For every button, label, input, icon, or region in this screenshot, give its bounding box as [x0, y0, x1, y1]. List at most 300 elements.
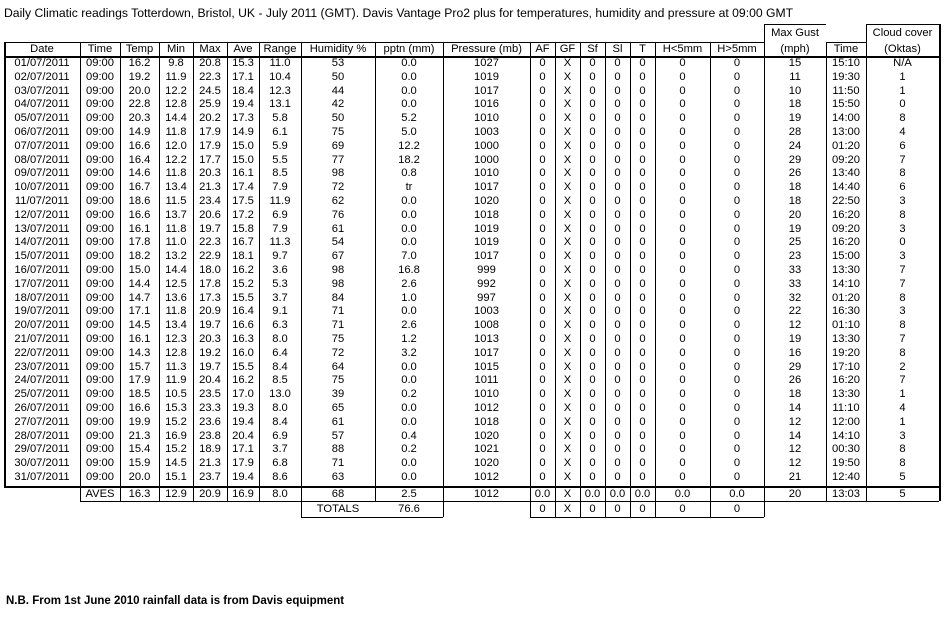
cell-gust-time: 13:30 — [832, 264, 860, 276]
cell-humidity: 53 — [331, 57, 345, 69]
cell-cloud-cover: 4 — [899, 126, 906, 138]
cell-pressure: 1017 — [474, 84, 499, 97]
cell-max-gust: 19 — [788, 333, 802, 345]
cell-temp: 16.7 — [128, 181, 151, 194]
cell-sf: 0 — [589, 167, 596, 180]
cell-humidity: 67 — [331, 250, 345, 263]
cell-sf: 0 — [589, 153, 596, 166]
cell-sl: 0 — [614, 112, 621, 125]
cell-h-gt5mm: 0 — [733, 457, 741, 470]
cell-range: 6.4 — [272, 346, 288, 359]
cell-pressure: 1013 — [474, 333, 499, 345]
cell-gf: X — [563, 57, 572, 69]
cell-gf: X — [563, 346, 572, 359]
cell-time: 09:00 — [86, 236, 114, 249]
cell-humidity: 42 — [331, 98, 345, 111]
cell-af: 0 — [539, 429, 546, 442]
cell-af: 0 — [539, 291, 546, 304]
cell-time: 09:00 — [86, 181, 114, 194]
cell-cloud-cover: 0 — [899, 98, 906, 111]
cell-max: 23.6 — [199, 415, 221, 428]
cell-max-gust: 18 — [788, 181, 802, 194]
cell-cloud-cover: 3 — [899, 195, 906, 207]
cell-gust-time: 01:10 — [832, 319, 860, 332]
aves-ave: 16.9 — [232, 487, 254, 500]
cell-gust-time: 00:30 — [832, 443, 860, 456]
cell-cloud-cover: 6 — [899, 181, 906, 194]
aves-label: AVES — [85, 487, 115, 500]
cell-range: 11.9 — [269, 195, 291, 207]
cell-time: 09:00 — [86, 139, 114, 152]
cell-time: 09:00 — [86, 153, 114, 166]
cell-t: 0 — [639, 236, 646, 249]
cell-max-gust: 29 — [788, 153, 802, 166]
cell-humidity: 77 — [331, 153, 345, 166]
cell-h-lt5mm: 0 — [679, 333, 686, 345]
cell-sf: 0 — [589, 415, 596, 428]
cell-range: 8.0 — [272, 402, 288, 414]
cell-t: 0 — [639, 139, 646, 152]
cell-sf: 0 — [589, 139, 596, 152]
header-date: Date — [30, 43, 54, 55]
cell-af: 0 — [539, 415, 546, 428]
cell-max: 22.3 — [199, 236, 221, 249]
cell-h-lt5mm: 0 — [679, 195, 686, 207]
cell-h-gt5mm: 0 — [733, 402, 741, 414]
cell-gf: X — [563, 84, 572, 97]
cell-t: 0 — [639, 112, 646, 125]
header-sf: Sf — [587, 43, 598, 55]
totals-af: 0 — [539, 502, 546, 515]
cell-h-lt5mm: 0 — [679, 305, 686, 318]
cell-time: 09:00 — [86, 167, 114, 180]
cell-sf: 0 — [589, 181, 596, 194]
cell-range: 3.6 — [272, 264, 288, 276]
cell-humidity: 75 — [331, 333, 345, 345]
cell-h-gt5mm: 0 — [733, 333, 741, 345]
cell-time: 09:00 — [86, 333, 114, 345]
cell-date: 10/07/2011 — [14, 181, 70, 194]
aves-af: 0.0 — [534, 487, 551, 500]
cell-pressure: 1000 — [474, 153, 499, 166]
aves-pressure: 1012 — [474, 487, 499, 500]
cell-humidity: 72 — [331, 181, 345, 194]
cell-gf: X — [563, 112, 572, 125]
cell-sl: 0 — [614, 139, 621, 152]
cell-h-lt5mm: 0 — [679, 471, 686, 483]
cell-max-gust: 19 — [788, 112, 802, 125]
cell-max: 24.5 — [199, 84, 221, 97]
cell-af: 0 — [539, 236, 546, 249]
cell-range: 11.0 — [269, 57, 291, 69]
cell-date: 31/07/2011 — [14, 471, 70, 483]
cell-t: 0 — [639, 70, 646, 83]
cell-ave: 17.5 — [232, 195, 254, 207]
cell-temp: 15.0 — [128, 264, 151, 276]
cell-max: 17.7 — [199, 153, 221, 166]
cell-t: 0 — [639, 305, 646, 318]
cell-h-lt5mm: 0 — [679, 360, 686, 373]
cell-h-lt5mm: 0 — [679, 346, 686, 359]
cell-gust-time: 16:20 — [832, 236, 860, 249]
aves-temp: 16.3 — [128, 487, 151, 500]
cell-cloud-cover: 3 — [899, 250, 906, 263]
cell-temp: 16.4 — [128, 153, 151, 166]
cell-range: 6.9 — [272, 208, 288, 221]
cell-h-lt5mm: 0 — [679, 70, 686, 83]
cell-sl: 0 — [614, 126, 621, 138]
cell-sf: 0 — [589, 222, 596, 235]
cell-cloud-cover: 4 — [899, 402, 906, 414]
cell-sl: 0 — [614, 360, 621, 373]
cell-min: 11.8 — [165, 222, 187, 235]
cell-humidity: 61 — [331, 222, 345, 235]
cell-gust-time: 14:10 — [832, 429, 860, 442]
cell-gust-time: 16:30 — [832, 305, 860, 318]
cell-temp: 14.3 — [128, 346, 151, 359]
cell-min: 13.2 — [165, 250, 187, 263]
cell-sf: 0 — [589, 319, 596, 332]
cell-time: 09:00 — [86, 443, 114, 456]
cell-h-gt5mm: 0 — [733, 471, 741, 483]
cell-pressure: 1020 — [474, 429, 499, 442]
cell-af: 0 — [539, 388, 546, 401]
cell-sl: 0 — [614, 70, 621, 83]
cell-date: 17/07/2011 — [14, 277, 70, 290]
cell-h-lt5mm: 0 — [679, 374, 686, 387]
cell-h-gt5mm: 0 — [733, 57, 741, 69]
cell-max-gust: 14 — [788, 402, 802, 414]
cell-sl: 0 — [614, 181, 621, 194]
cell-min: 11.8 — [165, 167, 187, 180]
cell-temp: 17.1 — [128, 305, 151, 318]
cell-max: 20.2 — [199, 112, 221, 125]
cell-h-gt5mm: 0 — [733, 346, 741, 359]
cell-humidity: 54 — [331, 236, 345, 249]
cell-pptn: 0.2 — [401, 388, 417, 401]
cell-h-lt5mm: 0 — [679, 319, 686, 332]
gust-header-border-top — [764, 24, 826, 25]
cell-gust-time: 11:10 — [832, 402, 860, 414]
cell-t: 0 — [639, 291, 646, 304]
cell-date: 20/07/2011 — [14, 319, 70, 332]
cell-cloud-cover: 1 — [899, 388, 906, 401]
header-pptn: pptn (mm) — [383, 43, 435, 55]
totals-column-rule — [764, 501, 765, 517]
cell-af: 0 — [539, 139, 546, 152]
cell-t: 0 — [639, 126, 646, 138]
cell-h-gt5mm: 0 — [733, 443, 741, 456]
cell-max-gust: 24 — [788, 139, 802, 152]
cell-humidity: 98 — [331, 167, 345, 180]
cell-cloud-cover: 5 — [899, 471, 906, 483]
cell-cloud-cover: 8 — [899, 457, 906, 470]
cell-t: 0 — [639, 277, 646, 290]
cell-cloud-cover: 1 — [899, 415, 906, 428]
cell-ave: 16.1 — [232, 167, 254, 180]
cell-sf: 0 — [589, 57, 596, 69]
header-max-gust: Max Gust — [771, 27, 819, 39]
cell-ave: 17.1 — [232, 70, 254, 83]
cell-temp: 21.3 — [128, 429, 151, 442]
cell-min: 12.0 — [165, 139, 187, 152]
aves-min: 12.9 — [165, 487, 187, 500]
header-pressure: Pressure (mb) — [451, 43, 522, 55]
cell-sl: 0 — [614, 277, 621, 290]
cell-max: 17.9 — [199, 139, 221, 152]
cell-temp: 20.3 — [128, 112, 151, 125]
cell-time: 09:00 — [86, 374, 114, 387]
cell-gf: X — [563, 167, 572, 180]
cell-time: 09:00 — [86, 457, 114, 470]
cell-ave: 15.0 — [232, 139, 254, 152]
cell-pressure: 1011 — [474, 374, 499, 387]
cell-range: 13.0 — [269, 388, 291, 401]
cell-pptn: 0.0 — [401, 84, 417, 97]
cell-sl: 0 — [614, 291, 621, 304]
cell-af: 0 — [539, 374, 546, 387]
cell-sl: 0 — [614, 415, 621, 428]
cell-sl: 0 — [614, 305, 621, 318]
cell-ave: 14.9 — [232, 126, 254, 138]
cell-date: 28/07/2011 — [14, 429, 70, 442]
cell-date: 16/07/2011 — [14, 264, 70, 276]
cell-max-gust: 21 — [788, 471, 802, 483]
cell-sl: 0 — [614, 222, 621, 235]
cell-h-lt5mm: 0 — [679, 98, 686, 111]
header-gf: GF — [559, 43, 576, 55]
cell-pptn: 5.2 — [401, 112, 417, 125]
cell-pptn: 0.4 — [401, 429, 417, 442]
cell-ave: 20.4 — [232, 429, 254, 442]
cell-sl: 0 — [614, 374, 621, 387]
cell-ave: 16.6 — [232, 319, 254, 332]
cell-t: 0 — [639, 208, 646, 221]
cell-sf: 0 — [589, 208, 596, 221]
cell-ave: 17.0 — [232, 388, 254, 401]
cell-sf: 0 — [589, 305, 596, 318]
cell-humidity: 72 — [331, 346, 345, 359]
cell-sl: 0 — [614, 98, 621, 111]
cell-gf: X — [563, 236, 572, 249]
cell-humidity: 71 — [331, 319, 345, 332]
cell-h-gt5mm: 0 — [733, 319, 741, 332]
cell-pressure: 997 — [477, 291, 496, 304]
cell-max: 19.7 — [199, 222, 221, 235]
cell-gust-time: 19:50 — [832, 457, 860, 470]
cell-ave: 15.5 — [232, 291, 254, 304]
cell-pressure: 1017 — [474, 250, 499, 263]
cell-cloud-cover: 7 — [899, 277, 906, 290]
cell-gust-time: 15:10 — [832, 57, 860, 69]
cell-h-gt5mm: 0 — [733, 195, 741, 207]
header-cloud-cover: Cloud cover — [872, 27, 933, 39]
cell-date: 05/07/2011 — [14, 112, 70, 125]
cell-max-gust: 18 — [788, 195, 802, 207]
cell-sf: 0 — [589, 126, 596, 138]
cell-max: 20.4 — [199, 374, 221, 387]
cell-ave: 16.4 — [232, 305, 254, 318]
cell-max: 17.9 — [199, 126, 221, 138]
cell-gf: X — [563, 415, 572, 428]
cell-sf: 0 — [589, 250, 596, 263]
cell-pptn: tr — [405, 181, 413, 194]
cell-gust-time: 12:00 — [832, 415, 860, 428]
cell-pptn: 0.2 — [401, 443, 417, 456]
cell-gf: X — [563, 181, 572, 194]
cell-sl: 0 — [614, 388, 621, 401]
cell-min: 11.0 — [165, 236, 187, 249]
cell-date: 30/07/2011 — [14, 457, 70, 470]
cell-ave: 19.4 — [232, 415, 254, 428]
cell-date: 07/07/2011 — [14, 139, 70, 152]
cell-max-gust: 20 — [788, 208, 802, 221]
cell-pressure: 1018 — [474, 208, 499, 221]
cell-cloud-cover: 3 — [899, 222, 906, 235]
footnote: N.B. From 1st June 2010 rainfall data is from Davis equipment — [6, 595, 345, 607]
cell-max: 18.9 — [199, 443, 221, 456]
cell-time: 09:00 — [86, 70, 114, 83]
cell-cloud-cover: 2 — [899, 360, 906, 373]
cell-temp: 14.9 — [128, 126, 151, 138]
cell-gust-time: 15:50 — [832, 98, 860, 111]
cell-max-gust: 12 — [788, 457, 802, 470]
cell-max: 20.3 — [199, 333, 221, 345]
cell-humidity: 84 — [331, 291, 345, 304]
header-t: T — [639, 43, 646, 55]
cell-h-lt5mm: 0 — [679, 429, 686, 442]
cell-pptn: 2.6 — [401, 319, 417, 332]
cell-ave: 16.7 — [232, 236, 254, 249]
cell-max-gust: 29 — [788, 360, 802, 373]
totals-label: TOTALS — [316, 502, 360, 515]
cell-humidity: 64 — [331, 360, 345, 373]
cell-temp: 20.0 — [128, 471, 151, 483]
cell-af: 0 — [539, 84, 546, 97]
cell-cloud-cover: 6 — [899, 139, 906, 152]
cell-temp: 15.4 — [128, 443, 151, 456]
cell-pressure: 1012 — [474, 402, 499, 414]
cell-range: 12.3 — [269, 84, 291, 97]
cell-h-lt5mm: 0 — [679, 388, 686, 401]
cell-time: 09:00 — [86, 98, 114, 111]
cell-max: 20.3 — [199, 167, 221, 180]
cell-temp: 14.4 — [128, 277, 151, 290]
cell-range: 3.7 — [272, 443, 288, 456]
cell-range: 9.7 — [272, 250, 288, 263]
cell-min: 13.7 — [165, 208, 187, 221]
cell-max-gust: 12 — [788, 443, 802, 456]
cell-humidity: 44 — [331, 84, 345, 97]
cell-temp: 17.9 — [128, 374, 151, 387]
cell-date: 26/07/2011 — [14, 402, 70, 414]
cell-af: 0 — [539, 126, 546, 138]
cell-pptn: 0.0 — [401, 98, 417, 111]
cell-gf: X — [563, 139, 572, 152]
cell-min: 13.4 — [165, 319, 187, 332]
cell-pptn: 5.0 — [401, 126, 417, 138]
cell-time: 09:00 — [86, 222, 114, 235]
cell-h-lt5mm: 0 — [679, 208, 686, 221]
cell-ave: 15.8 — [232, 222, 254, 235]
cell-sl: 0 — [614, 250, 621, 263]
cell-t: 0 — [639, 388, 646, 401]
cell-h-lt5mm: 0 — [679, 250, 686, 263]
cell-pressure: 1019 — [474, 222, 499, 235]
cell-date: 03/07/2011 — [14, 84, 70, 97]
cell-pptn: 0.0 — [401, 457, 417, 470]
cell-max: 17.8 — [199, 277, 221, 290]
cell-max-gust: 28 — [788, 126, 802, 138]
totals-h-lt5mm: 0 — [679, 502, 686, 515]
cell-sf: 0 — [589, 443, 596, 456]
cell-temp: 18.5 — [128, 388, 151, 401]
cell-temp: 16.6 — [128, 402, 151, 414]
cell-af: 0 — [539, 471, 546, 483]
cell-sf: 0 — [589, 98, 596, 111]
cell-max: 23.3 — [199, 402, 221, 414]
cell-time: 09:00 — [86, 346, 114, 359]
cell-range: 7.9 — [272, 181, 288, 194]
cell-gf: X — [563, 153, 572, 166]
cell-t: 0 — [639, 471, 646, 483]
cell-t: 0 — [639, 457, 646, 470]
cell-sf: 0 — [589, 264, 596, 276]
cell-range: 8.6 — [272, 471, 288, 483]
cell-temp: 20.0 — [128, 84, 151, 97]
cell-sl: 0 — [614, 443, 621, 456]
cell-temp: 19.2 — [128, 70, 151, 83]
cell-t: 0 — [639, 429, 646, 442]
cell-gf: X — [563, 250, 572, 263]
aves-max-gust: 20 — [788, 487, 802, 500]
cell-range: 6.8 — [272, 457, 288, 470]
cell-max-gust: 14 — [788, 429, 802, 442]
cell-gf: X — [563, 195, 572, 207]
cell-cloud-cover: 8 — [899, 291, 906, 304]
cell-temp: 14.5 — [128, 319, 151, 332]
cell-max-gust: 12 — [788, 319, 802, 332]
cell-af: 0 — [539, 346, 546, 359]
cell-pptn: 0.0 — [401, 222, 417, 235]
cell-max: 20.8 — [199, 57, 221, 69]
cell-t: 0 — [639, 98, 646, 111]
cell-ave: 15.0 — [232, 153, 254, 166]
cell-ave: 16.3 — [232, 333, 254, 345]
cell-pressure: 1017 — [474, 346, 499, 359]
cell-t: 0 — [639, 415, 646, 428]
cell-max-gust: 10 — [788, 84, 802, 97]
cell-gf: X — [563, 360, 572, 373]
cell-time: 09:00 — [86, 360, 114, 373]
cell-pptn: 0.0 — [401, 374, 417, 387]
cell-max: 19.7 — [199, 360, 221, 373]
cell-t: 0 — [639, 264, 646, 276]
cell-range: 5.5 — [272, 153, 288, 166]
cell-gf: X — [563, 319, 572, 332]
cell-temp: 17.8 — [128, 236, 151, 249]
cell-sf: 0 — [589, 195, 596, 207]
cell-gust-time: 19:20 — [832, 346, 860, 359]
cell-gf: X — [563, 457, 572, 470]
cell-gust-time: 19:30 — [832, 70, 860, 83]
cell-time: 09:00 — [86, 277, 114, 290]
cell-cloud-cover: N/A — [893, 57, 912, 69]
cell-min: 15.1 — [165, 471, 187, 483]
cell-sf: 0 — [589, 388, 596, 401]
aves-sf: 0.0 — [584, 487, 601, 500]
cell-pptn: 0.0 — [401, 208, 417, 221]
